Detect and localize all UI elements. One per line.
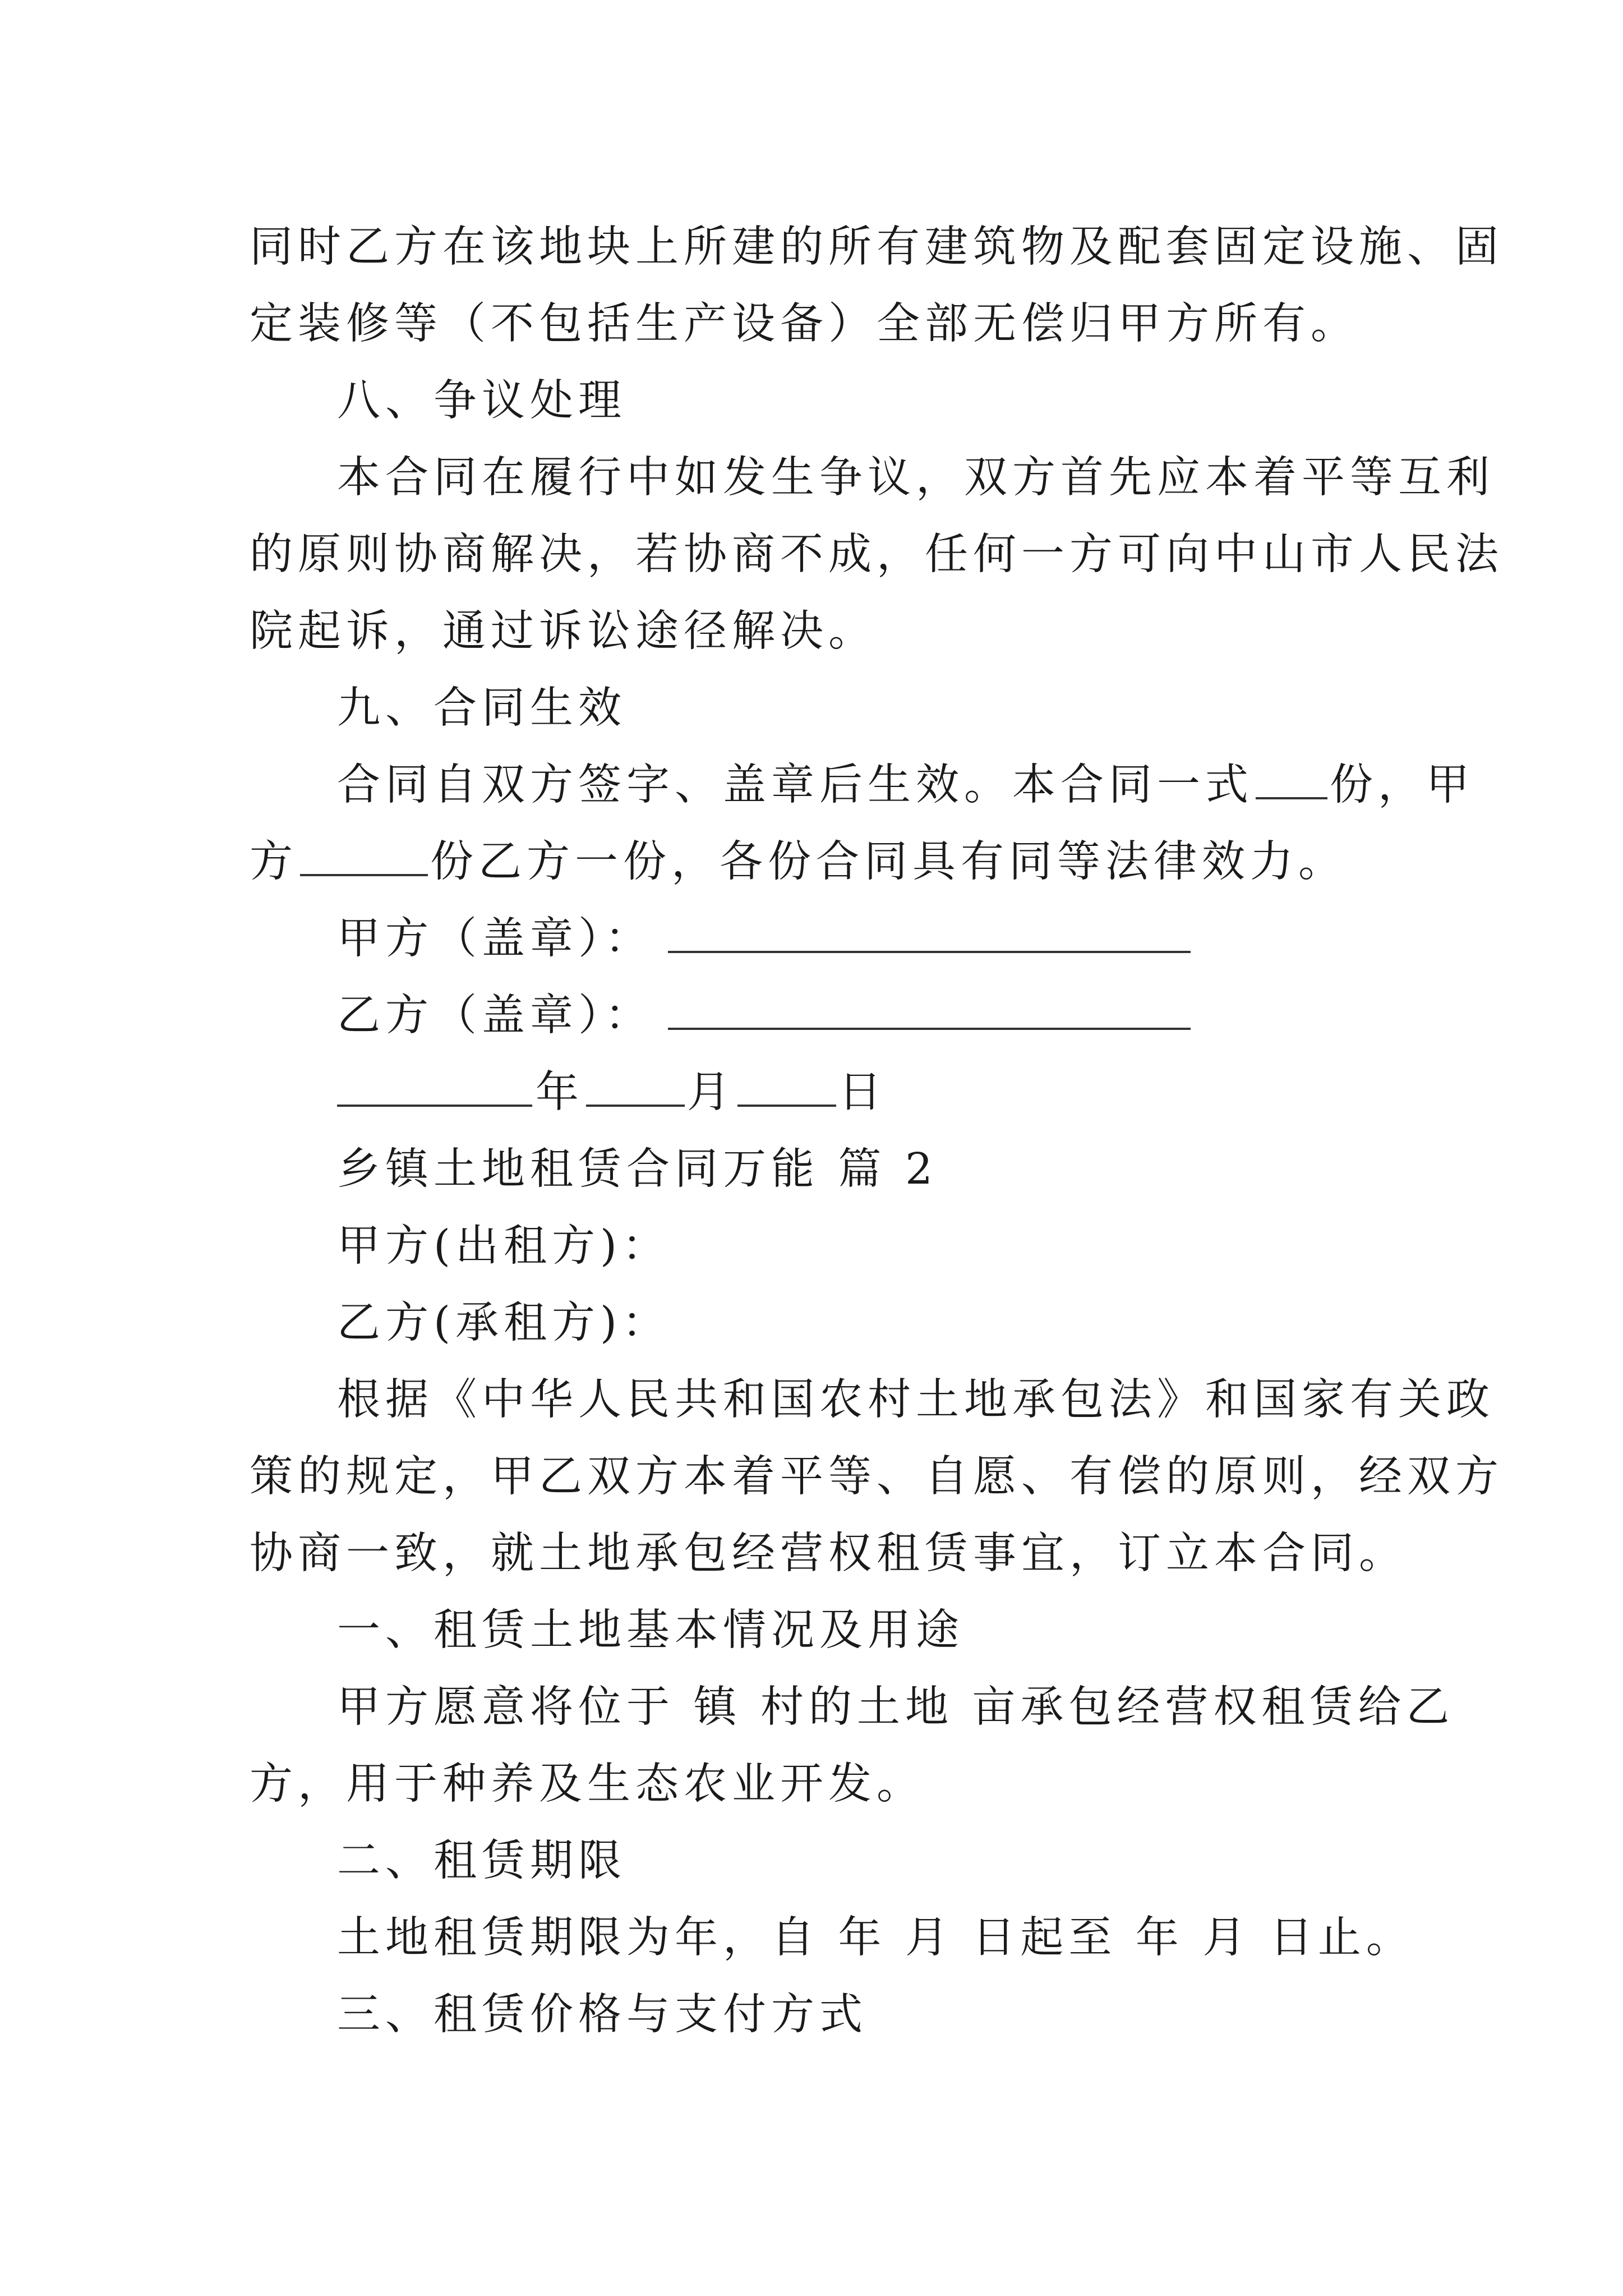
- line-text: 策的规定，甲乙双方本着平等、自愿、有偿的原则，经双方: [250, 1452, 1504, 1502]
- section-heading: [250, 1823, 1388, 1899]
- party-a-line: [250, 1208, 1388, 1285]
- day-label: 日: [838, 1068, 887, 1117]
- signature-label: 乙方（盖章）：: [337, 991, 653, 1041]
- year-label: 年: [536, 1068, 584, 1117]
- heading-text: 九、合同生效: [337, 683, 626, 733]
- paragraph-line: [250, 1746, 1388, 1823]
- date-line: [250, 1054, 1388, 1131]
- heading-text: 八、争议处理: [337, 376, 626, 426]
- section-heading: [250, 1976, 1388, 2053]
- heading-text: 二、租赁期限: [337, 1836, 626, 1886]
- paragraph-line: [250, 1515, 1407, 1592]
- party-a-copies-blank[interactable]: [300, 843, 428, 876]
- paragraph-line: [250, 747, 1474, 823]
- paragraph-line: [250, 1438, 1504, 1515]
- line-text: 根据《中华人民共和国农村土地承包法》和国家有关政: [337, 1375, 1495, 1425]
- title-text: 乡镇土地租赁合同万能 篇 2: [337, 1144, 938, 1194]
- paragraph-line: [250, 1899, 1414, 1976]
- day-field[interactable]: [737, 1073, 836, 1107]
- paragraph-line: [250, 516, 1504, 593]
- party-label: 乙方(承租方)：: [337, 1298, 671, 1348]
- section-heading: [250, 670, 1388, 747]
- paragraph-line: [250, 823, 1388, 900]
- signature-line-party-b: [250, 977, 1388, 1054]
- month-field[interactable]: [586, 1073, 685, 1107]
- party-a-seal-field[interactable]: [668, 919, 1191, 953]
- heading-text: 三、租赁价格与支付方式: [337, 1990, 868, 2040]
- copies-blank[interactable]: [1256, 766, 1327, 799]
- line-text: 甲方愿意将位于 镇 村的土地 亩承包经营权租赁给乙: [337, 1682, 1455, 1732]
- line-text: 本合同在履行中如发生争议，双方首先应本着平等互利: [337, 453, 1495, 503]
- line-text: 定装修等（不包括生产设备）全部无偿归甲方所有。: [250, 299, 1359, 349]
- line-text: 份，甲: [1330, 760, 1474, 810]
- line-text: 同时乙方在该地块上所建的所有建筑物及配套固定设施、固: [250, 222, 1504, 272]
- document-body: [250, 209, 1504, 2053]
- year-field[interactable]: [337, 1073, 532, 1107]
- document-title: [250, 1131, 1388, 1208]
- line-text: 协商一致，就土地承包经营权租赁事宜，订立本合同。: [250, 1529, 1407, 1579]
- paragraph-line: [250, 1361, 1495, 1438]
- heading-text: 一、租赁土地基本情况及用途: [337, 1605, 964, 1655]
- party-label: 甲方(出租方)：: [337, 1221, 671, 1271]
- paragraph-line: [250, 286, 1388, 362]
- line-text: 合同自双方签字、盖章后生效。本合同一式: [337, 760, 1253, 810]
- line-text: 的原则协商解决，若协商不成，任何一方可向中山市人民法: [250, 530, 1504, 579]
- month-label: 月: [687, 1068, 735, 1117]
- section-heading: [250, 1592, 1388, 1669]
- line-text: 院起诉，通过诉讼途径解决。: [250, 606, 877, 656]
- section-heading: [250, 362, 1388, 439]
- line-text: 方: [250, 837, 298, 887]
- paragraph-line: [250, 209, 1504, 286]
- paragraph-line: [250, 439, 1495, 516]
- paragraph-line: [250, 593, 1388, 670]
- signature-line-party-a: [250, 900, 1388, 977]
- party-b-seal-field[interactable]: [668, 996, 1191, 1030]
- line-text: 方，用于种养及生态农业开发。: [250, 1759, 925, 1809]
- signature-label: 甲方（盖章）：: [337, 914, 653, 964]
- line-text: 土地租赁期限为年，自 年 月 日起至 年 月 日止。: [337, 1913, 1414, 1963]
- party-b-line: [250, 1285, 1388, 1361]
- line-text: 份乙方一份，各份合同具有同等法律效力。: [430, 837, 1347, 887]
- paragraph-line: [250, 1669, 1455, 1746]
